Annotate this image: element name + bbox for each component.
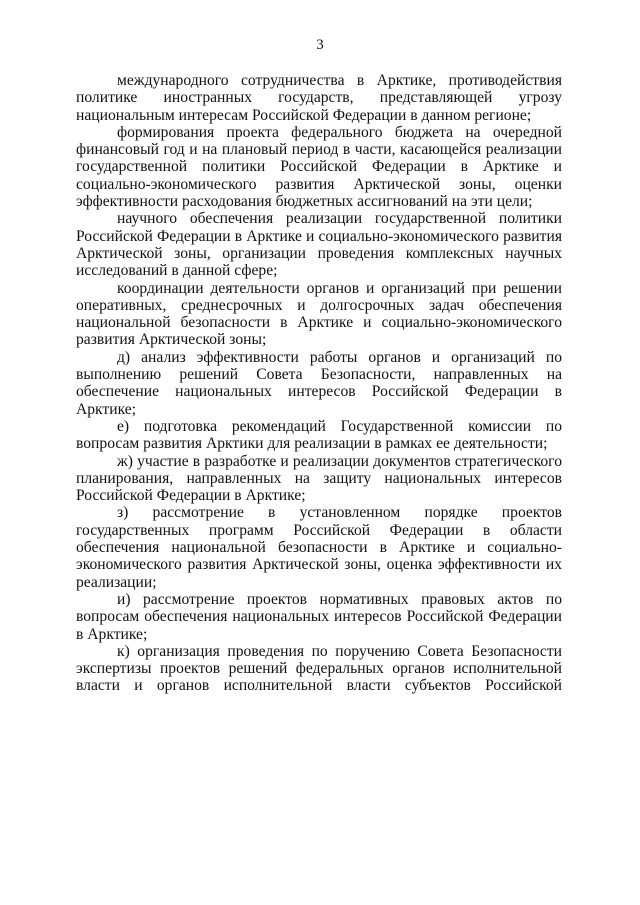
- paragraph-scientific-support: научного обеспечения реализации государственной политики Российской Федерации в Арктике и социально-экономического развития Арктической зоны, организации проведения комплексных научных исследований в данной сфере;: [76, 210, 562, 280]
- document-body: [76, 72, 562, 695]
- paragraph-item-e: е) подготовка рекомендаций Государственной комиссии по вопросам развития Арктики для реализации в рамках ее деятельности;: [76, 417, 562, 453]
- paragraph-item-k: к) организация проведения по поручению Совета Безопасности экспертизы проектов решений федеральных органов исполнительной власти и органов исполнительной власти субъектов Российской: [76, 642, 562, 695]
- paragraph-federal-budget: формирования проекта федерального бюджета на очередной финансовый год и на плановый период в части, касающейся реализации государственной политики Российской Федерации в Арктике и социально-экономического развития Арктической зоны, оценки эффективности расходования бюджетных ассигнований на эти цели;: [76, 123, 562, 211]
- page-number: 3: [316, 37, 324, 53]
- paragraph-item-i: и) рассмотрение проектов нормативных правовых актов по вопросам обеспечения национальных интересов Российской Федерации в Арктике;: [76, 590, 562, 643]
- paragraph-item-zh: ж) участие в разработке и реализации документов стратегического планирования, направленных на защиту национальных интересов Российской Федерации в Арктике;: [76, 452, 562, 505]
- paragraph-international-cooperation: международного сотрудничества в Арктике, противодействия политике иностранных государств, представляющей угрозу национальным интересам Российской Федерации в данном регионе;: [76, 72, 562, 124]
- paragraph-item-z: з) рассмотрение в установленном порядке проектов государственных программ Российской Федерации в области обеспечения национальной безопасности в Арктике и социально-экономического развития Арктической зоны, оценка эффективности их реализации;: [76, 504, 562, 591]
- paragraph-coordination: координации деятельности органов и организаций при решении оперативных, среднесрочных и долгосрочных задач обеспечения национальной безопасности в Арктике и социально-экономического развития Арктической зоны;: [76, 279, 562, 349]
- paragraph-item-d: д) анализ эффективности работы органов и организаций по выполнению решений Совета Безопасности, направленных на обеспечение национальных интересов Российской Федерации в Арктике;: [76, 348, 562, 418]
